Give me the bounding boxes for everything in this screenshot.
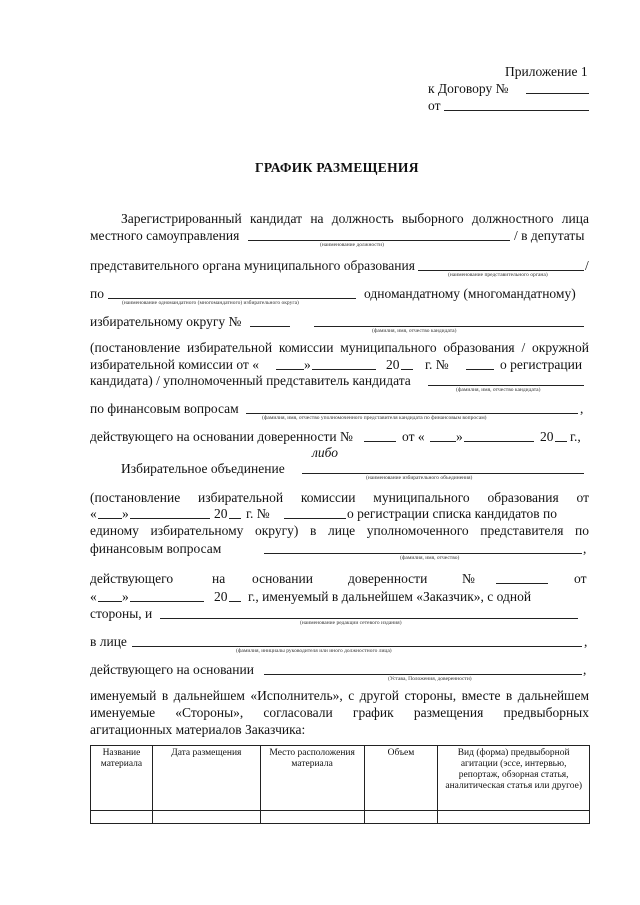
candidate-intro-text: Зарегистрированный кандидат на должность выборного должностного лица: [121, 211, 589, 226]
representative-body-field[interactable]: [418, 270, 584, 271]
financial-representative-field[interactable]: [246, 413, 578, 414]
table-cell[interactable]: [260, 811, 364, 824]
registration-label: о регистрации: [500, 357, 583, 372]
contract-date-label: от: [428, 98, 441, 113]
district-name-hint: (наименование одномандатного (многомандатного) избирательного округа): [122, 300, 299, 306]
number-sign: №: [462, 571, 475, 586]
year-suffix-label: г.,: [570, 429, 581, 444]
publisher-name-field[interactable]: [160, 618, 578, 619]
year-prefix-label: 20: [386, 357, 400, 372]
placement-schedule-table: [90, 745, 590, 824]
table-cell[interactable]: [152, 811, 260, 824]
quote-close-label-2: »: [456, 429, 463, 444]
comma-label-4: ,: [583, 662, 587, 677]
year-prefix-label-2: 20: [540, 429, 554, 444]
acting-basis-label: действующего на основании: [90, 662, 254, 677]
association-attorney-number-field[interactable]: [496, 583, 548, 584]
year-prefix-label-3: 20: [214, 506, 228, 521]
position-name-hint: (наименование должности): [320, 242, 384, 248]
representative-name-field[interactable]: [428, 385, 584, 386]
comma-label: ,: [580, 401, 584, 416]
association-representative-field[interactable]: [264, 553, 582, 554]
financial-matters-label-2: финансовым вопросам: [90, 541, 222, 556]
column-header-agitation-type: Вид (форма) предвыборной агитации (эссе, интервью, репортаж, обзорная статья, аналитическая статья или другое): [438, 746, 590, 811]
deputies-label: / в депутаты: [514, 228, 585, 243]
quote-close-label: »: [304, 357, 311, 372]
municipal-commission-text: (постановление избирательной комиссии муниципального образования от: [90, 490, 589, 505]
electoral-association-label: Избирательное объединение: [121, 461, 285, 476]
list-registration-label: о регистрации списка кандидатов по: [347, 506, 558, 521]
column-header-material-name: Название материала: [91, 746, 153, 811]
contract-number-field[interactable]: [526, 93, 589, 94]
financial-representative-hint: (фамилия, имя, отчество уполномоченного представителя кандидата по финансовым вопросам): [262, 415, 487, 421]
publisher-head-field[interactable]: [132, 646, 582, 647]
table-cell[interactable]: [364, 811, 438, 824]
commission-year-field[interactable]: [401, 369, 413, 370]
list-number-field[interactable]: [284, 518, 346, 519]
attorney-year-field[interactable]: [555, 441, 567, 442]
table-row: [91, 811, 590, 824]
publisher-head-hint: (фамилия, инициалы руководителя или иного должностного лица): [236, 648, 392, 654]
association-name-field[interactable]: [302, 473, 584, 474]
comma-label-2: ,: [583, 541, 587, 556]
decision-number-field[interactable]: [466, 369, 494, 370]
or-label: либо: [312, 445, 338, 460]
contract-date-field[interactable]: [444, 110, 589, 111]
district-name-field[interactable]: [108, 298, 356, 299]
customer-definition-text: г., именуемый в дальнейшем «Заказчик», с одной: [248, 589, 532, 604]
commission-date-label: избирательной комиссии от «: [90, 357, 259, 372]
district-prefix-label: по: [90, 286, 104, 301]
candidate-name-hint: (фамилия, имя, отчество кандидата): [372, 328, 457, 334]
contract-number-label: к Договору №: [428, 81, 509, 96]
candidate-name-field[interactable]: [314, 326, 584, 327]
quote-close-label-4: »: [122, 589, 129, 604]
commission-month-field[interactable]: [312, 369, 376, 370]
appendix-label: Приложение 1: [505, 64, 588, 79]
representative-body-label: представительного органа муниципального образования: [90, 258, 415, 273]
district-type-label: одномандатному (многомандатному): [364, 286, 576, 301]
commission-day-field[interactable]: [276, 369, 304, 370]
list-day-field[interactable]: [98, 518, 122, 519]
association-representative-hint: (фамилия, имя, отчество): [400, 555, 460, 561]
materials-label: агитационных материалов Заказчика:: [90, 722, 306, 737]
table-header-row: [91, 746, 590, 811]
list-year-field[interactable]: [229, 518, 241, 519]
from-word: от: [574, 571, 587, 586]
year-prefix-label-4: 20: [214, 589, 228, 604]
local-government-label: местного самоуправления: [90, 228, 240, 243]
authorized-representative-label: кандидата) / уполномоченный представитель кандидата: [90, 373, 411, 388]
district-number-label: избирательному округу №: [90, 314, 242, 329]
publisher-name-hint: (наименование редакции сетевого издания): [300, 620, 402, 626]
party-and-label: стороны, и: [90, 606, 153, 621]
slash-label: /: [585, 258, 589, 273]
basis-document-field[interactable]: [264, 674, 582, 675]
quote-open-label-2: «: [90, 589, 97, 604]
table-cell[interactable]: [438, 811, 590, 824]
decision-number-label: г. №: [425, 357, 449, 372]
acting-word: действующего: [90, 571, 174, 586]
attorney-word: доверенности: [348, 571, 428, 586]
representative-body-hint: (наименование представительного органа): [448, 272, 548, 278]
parties-agreement-text: именуемые «Стороны», согласовали график размещения предвыборных: [90, 705, 589, 720]
financial-matters-label: по финансовым вопросам: [90, 401, 239, 416]
association-attorney-year-field[interactable]: [229, 601, 241, 602]
attorney-number-field[interactable]: [364, 441, 396, 442]
attorney-month-field[interactable]: [464, 441, 534, 442]
contractor-definition-text: именуемый в дальнейшем «Исполнитель», с другой стороны, вместе в дальнейшем: [90, 688, 589, 703]
list-month-field[interactable]: [130, 518, 210, 519]
position-name-field[interactable]: [248, 240, 510, 241]
column-header-placement-date: Дата размещения: [152, 746, 260, 811]
on-word: на: [212, 571, 226, 586]
district-number-field[interactable]: [250, 326, 290, 327]
association-attorney-month-field[interactable]: [130, 601, 204, 602]
power-of-attorney-label: действующего на основании доверенности №: [90, 429, 353, 444]
association-attorney-day-field[interactable]: [98, 601, 122, 602]
in-person-label: в лице: [90, 634, 127, 649]
representative-name-hint: (фамилия, имя, отчество кандидата): [456, 387, 541, 393]
table-cell[interactable]: [91, 811, 153, 824]
commission-decision-text: (постановление избирательной комиссии муниципального образования / окружной: [90, 340, 589, 355]
attorney-day-field[interactable]: [430, 441, 456, 442]
single-district-text: единому избирательному округу) в лице уполномоченного представителя по: [90, 523, 589, 538]
quote-open-label: «: [90, 506, 97, 521]
column-header-volume: Объем: [364, 746, 438, 811]
comma-label-3: ,: [584, 634, 588, 649]
association-name-hint: (наименование избирательного объединения): [366, 475, 473, 481]
basis-document-hint: (Устава, Положения, доверенности): [388, 676, 472, 682]
column-header-location: Место расположения материала: [260, 746, 364, 811]
basis-word: основании: [252, 571, 313, 586]
attorney-date-label: от «: [402, 429, 425, 444]
list-number-label: г. №: [246, 506, 270, 521]
quote-close-label-3: »: [122, 506, 129, 521]
document-title: ГРАФИК РАЗМЕЩЕНИЯ: [255, 160, 419, 175]
